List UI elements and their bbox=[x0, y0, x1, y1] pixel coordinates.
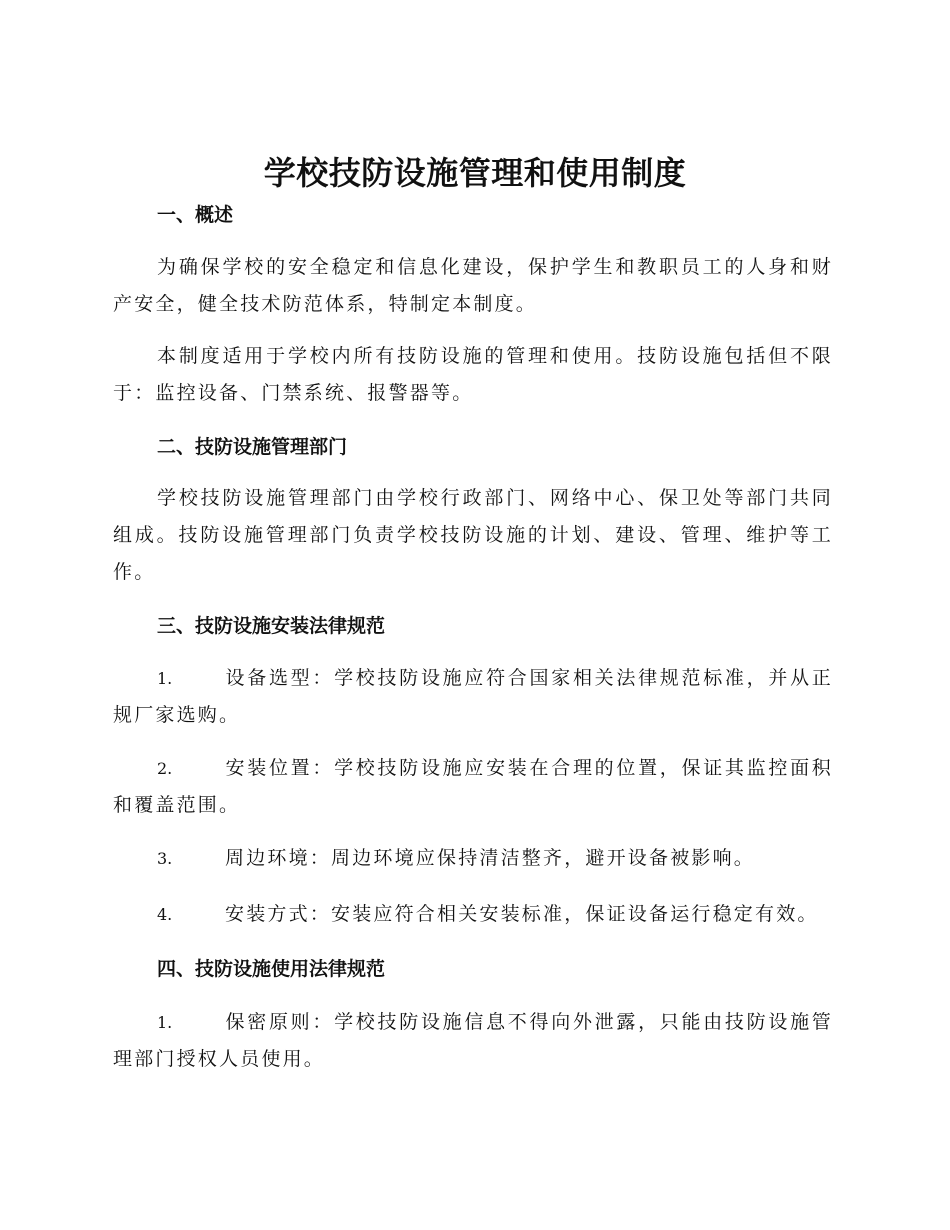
paragraph-scope: 本制度适用于学校内所有技防设施的管理和使用。技防设施包括但不限于：监控设备、门禁系统、报警器等。 bbox=[113, 345, 833, 404]
list-item-number: 3. bbox=[157, 849, 173, 868]
list-item-number: 4. bbox=[157, 905, 173, 924]
list-item-number: 1. bbox=[157, 1013, 173, 1032]
list-item-equipment-selection bbox=[113, 660, 833, 734]
list-item-text: 周边环境：周边环境应保持清洁整齐，避开设备被影响。 bbox=[225, 847, 756, 869]
list-item-text: 安装方式：安装应符合相关安装标准，保证设备运行稳定有效。 bbox=[225, 903, 819, 925]
list-item-confidentiality bbox=[113, 1004, 833, 1078]
list-item-text: 保密原则：学校技防设施信息不得向外泄露，只能由技防设施管理部门授权人员使用。 bbox=[113, 1011, 833, 1070]
list-item-text: 设备选型：学校技防设施应符合国家相关法律规范标准，并从正规厂家选购。 bbox=[113, 667, 833, 726]
list-item-number: 1. bbox=[157, 669, 173, 688]
section-heading-usage-rules: 四、技防设施使用法律规范 bbox=[157, 958, 386, 980]
document-title: 学校技防设施管理和使用制度 bbox=[263, 154, 687, 192]
list-item-installation-location bbox=[113, 750, 833, 824]
list-item-installation-method bbox=[113, 896, 833, 933]
section-heading-management-dept: 二、技防设施管理部门 bbox=[157, 436, 348, 458]
paragraph-purpose: 为确保学校的安全稳定和信息化建设，保护学生和教职员工的人身和财产安全，健全技术防范体系，特制定本制度。 bbox=[113, 256, 833, 315]
section-heading-overview: 一、概述 bbox=[157, 204, 234, 226]
section-heading-installation-rules: 三、技防设施安装法律规范 bbox=[157, 615, 386, 637]
paragraph-management-dept: 学校技防设施管理部门由学校行政部门、网络中心、保卫处等部门共同组成。技防设施管理部门负责学校技防设施的计划、建设、管理、维护等工作。 bbox=[113, 487, 833, 583]
list-item-number: 2. bbox=[157, 759, 173, 778]
list-item-text: 安装位置：学校技防设施应安装在合理的位置，保证其监控面积和覆盖范围。 bbox=[113, 757, 833, 816]
list-item-surroundings bbox=[113, 840, 833, 877]
